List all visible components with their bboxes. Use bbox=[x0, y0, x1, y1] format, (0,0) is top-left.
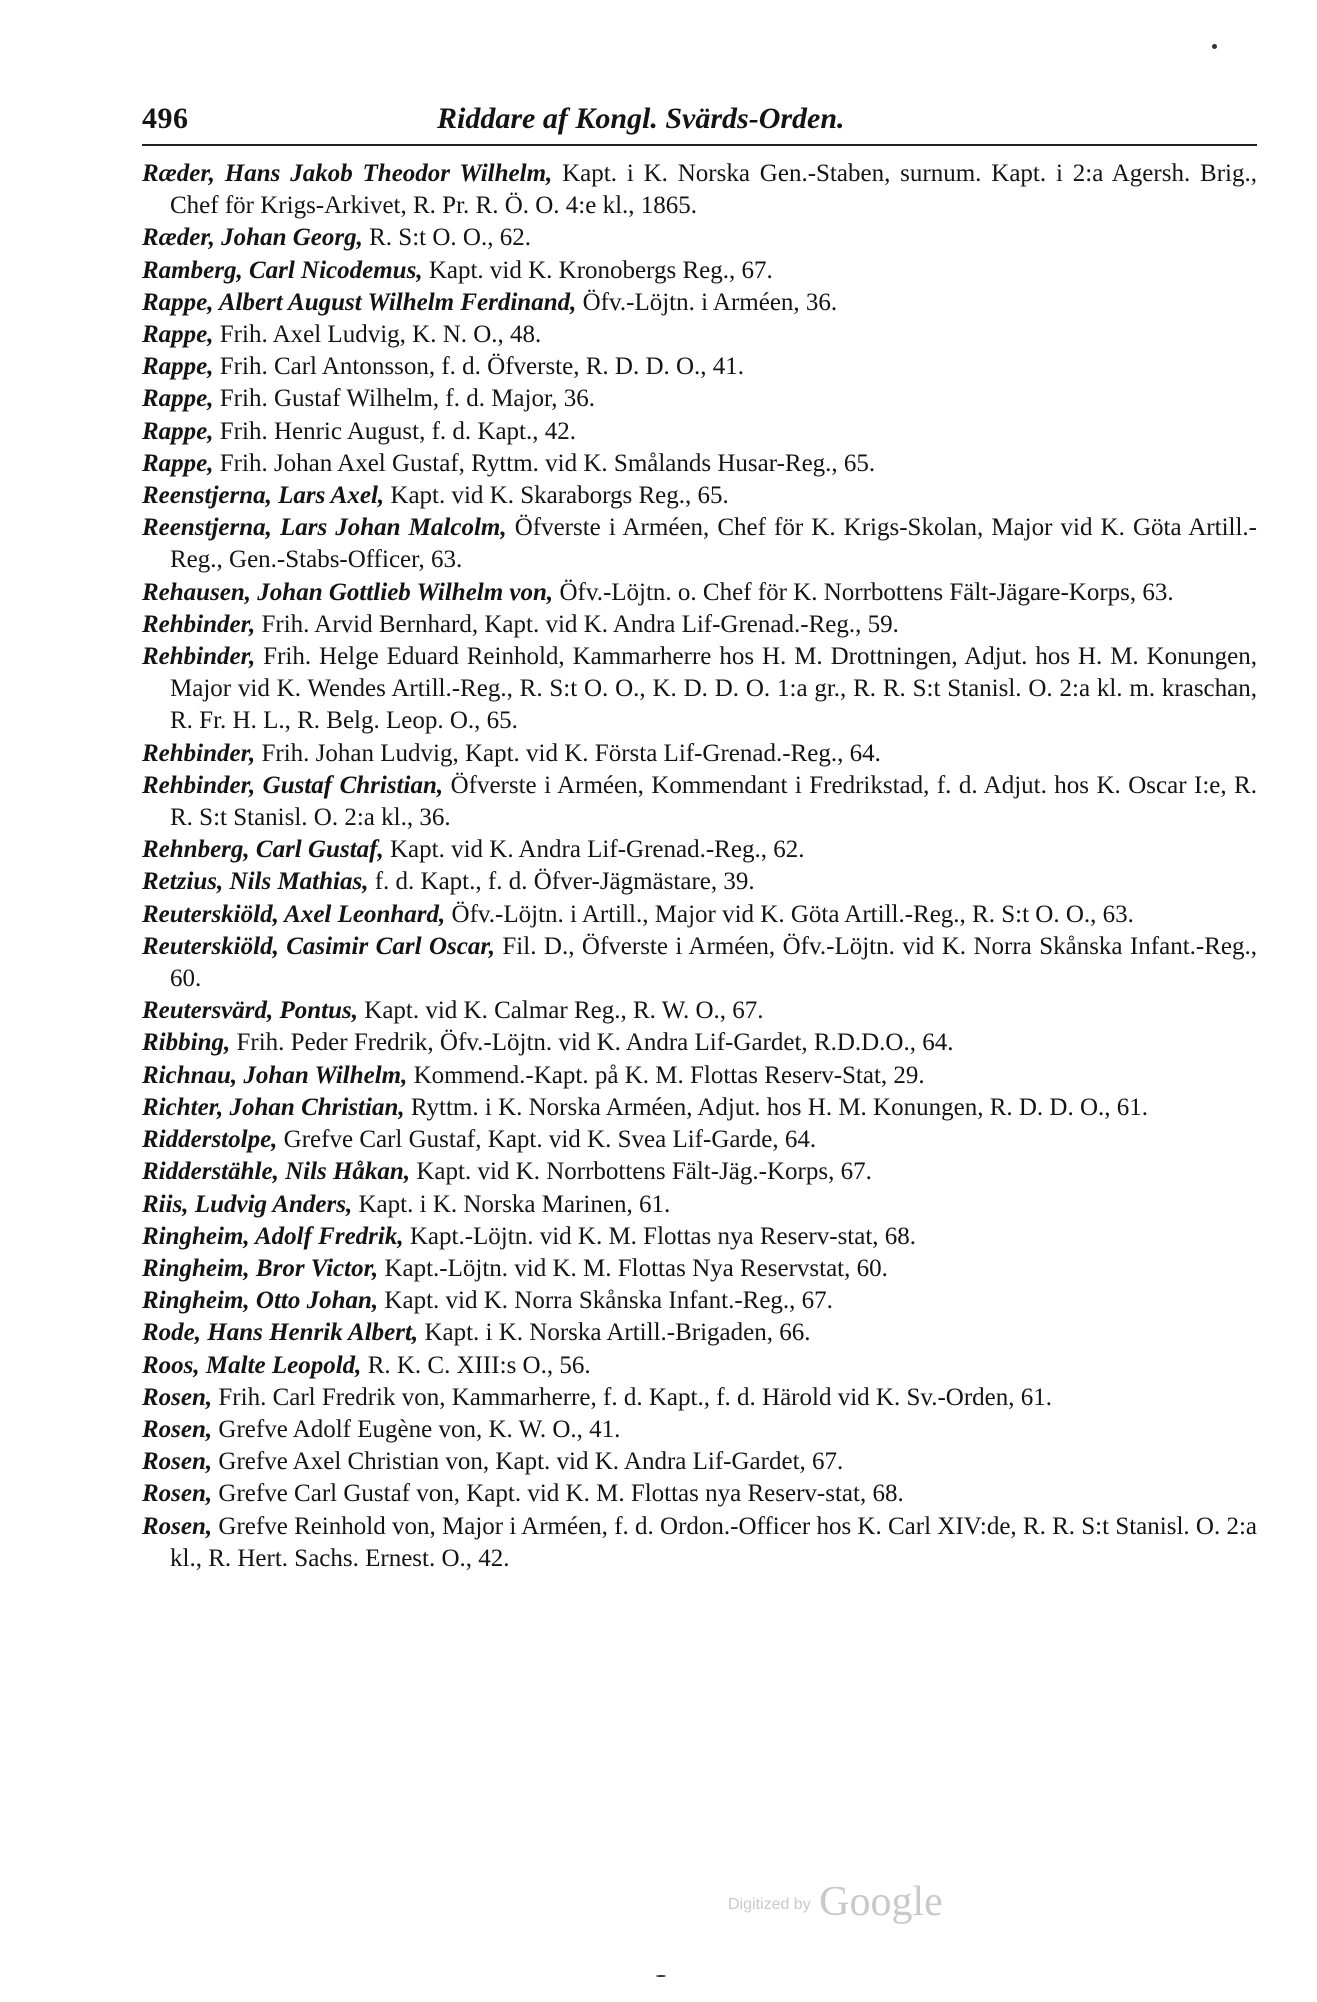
entry bbox=[142, 995, 1257, 1027]
google-logo: Google bbox=[819, 1879, 943, 1925]
entry-list bbox=[142, 158, 1257, 1575]
ink-speck bbox=[656, 1975, 666, 1977]
entry-text: Grefve Reinhold von, Major i Arméen, f. d. Ordon.-Officer hos K. Carl XIV:de, R. R. S:t Stanisl. O. 2:a kl., R. Hert. Sachs. Ernest. O., 42. bbox=[170, 1512, 1257, 1572]
entry bbox=[142, 222, 1257, 254]
entry-name: Rappe, bbox=[142, 321, 214, 349]
entry-text: Frih. Helge Eduard Reinhold, Kammarherre hos H. M. Drottningen, Adjut. hos H. M. Konungen, Major vid K. Wendes Artill.-Reg., R. S:t O. O., K. D. D. O. 1:a gr., R. R. S:t Stanisl. O. 2:a kl. m. kraschan, R. Fr. H. L., R. Belg. Leop. O., 65. bbox=[170, 643, 1258, 735]
entry-text: Frih. Carl Antonsson, f. d. Öfverste, R. D. D. O., 41. bbox=[219, 353, 745, 381]
entry-name: Rehbinder, bbox=[142, 610, 256, 638]
entry-text: Fil. D., Öfverste i Arméen, Öfv.-Löjtn. vid K. Norra Skånska Infant.-Reg., 60. bbox=[170, 932, 1258, 993]
entry bbox=[142, 770, 1257, 834]
entry-name: Rappe, bbox=[142, 385, 214, 413]
entry bbox=[142, 1317, 1257, 1349]
entry-text: Frih. Johan Axel Gustaf, Ryttm. vid K. Smålands Husar-Reg., 65. bbox=[219, 449, 876, 477]
entry-text: Frih. Johan Ludvig, Kapt. vid K. Första Lif-Grenad.-Reg., 64. bbox=[261, 739, 881, 767]
entry-name: Ridderstolpe, bbox=[142, 1126, 278, 1154]
running-title: Riddare af Kongl. Svärds-Orden. bbox=[437, 102, 845, 135]
entry-name: Roos, Malte Leopold, bbox=[142, 1351, 362, 1379]
entry-text: Frih. Carl Fredrik von, Kammarherre, f. d. Kapt., f. d. Härold vid K. Sv.-Orden, 61. bbox=[218, 1383, 1053, 1411]
entry bbox=[142, 480, 1257, 512]
entry-text: Frih. Gustaf Wilhelm, f. d. Major, 36. bbox=[219, 385, 596, 413]
entry bbox=[142, 1511, 1257, 1575]
entry-name: Riis, Ludvig Anders, bbox=[142, 1190, 353, 1218]
entry-text: Kommend.-Kapt. på K. M. Flottas Reserv-Stat, 29. bbox=[413, 1061, 925, 1089]
entry bbox=[142, 899, 1257, 931]
entry-text: Grefve Adolf Eugène von, K. W. O., 41. bbox=[218, 1415, 621, 1443]
entry-name: Richter, Johan Christian, bbox=[142, 1093, 405, 1121]
entry bbox=[142, 1350, 1257, 1382]
entry bbox=[142, 866, 1257, 898]
entry bbox=[142, 512, 1257, 576]
entry-name: Rosen, bbox=[142, 1448, 213, 1476]
entry-name: Reuterskiöld, Axel Leonhard, bbox=[142, 900, 446, 928]
entry-name: Reutersvärd, Pontus, bbox=[142, 997, 359, 1025]
entry-name: Ramberg, Carl Nicodemus, bbox=[142, 256, 423, 284]
entry bbox=[142, 351, 1257, 383]
entry bbox=[142, 158, 1257, 222]
entry-text: R. K. C. XIII:s O., 56. bbox=[367, 1351, 591, 1379]
entry-name: Reuterskiöld, Casimir Carl Oscar, bbox=[142, 932, 495, 960]
entry bbox=[142, 641, 1257, 738]
entry-text: Kapt.-Löjtn. vid K. M. Flottas nya Reserv-stat, 68. bbox=[409, 1222, 917, 1250]
entry-name: Ræder, Hans Jakob Theodor Wilhelm, bbox=[142, 160, 553, 187]
entry-name: Ringheim, Otto Johan, bbox=[142, 1287, 379, 1315]
entry-name: Rappe, Albert August Wilhelm Ferdinand, bbox=[142, 288, 577, 316]
digitized-watermark bbox=[728, 1878, 943, 1926]
entry-text: Frih. Peder Fredrik, Öfv.-Löjtn. vid K. Andra Lif-Gardet, R.D.D.O., 64. bbox=[236, 1029, 954, 1057]
entry-name: Rehnberg, Carl Gustaf, bbox=[142, 836, 384, 864]
entry bbox=[142, 1478, 1257, 1510]
entry-name: Reenstjerna, Lars Johan Malcolm, bbox=[142, 514, 507, 542]
entry bbox=[142, 1189, 1257, 1221]
entry-name: Richnau, Johan Wilhelm, bbox=[142, 1061, 408, 1089]
entry-text: Grefve Axel Christian von, Kapt. vid K. Andra Lif-Gardet, 67. bbox=[218, 1448, 844, 1476]
entry-text: Öfv.-Löjtn. i Artill., Major vid K. Göta Artill.-Reg., R. S:t O. O., 63. bbox=[451, 900, 1134, 928]
entry-text: Öfverste i Arméen, Chef för K. Krigs-Skolan, Major vid K. Göta Artill.-Reg., Gen.-Stabs-Officer, 63. bbox=[170, 514, 1257, 574]
entry-text: Kapt. vid K. Norrbottens Fält-Jäg.-Korps, 67. bbox=[416, 1158, 872, 1186]
entry-text: Frih. Henric August, f. d. Kapt., 42. bbox=[219, 417, 576, 445]
entry bbox=[142, 448, 1257, 480]
ink-speck bbox=[1212, 44, 1217, 49]
entry-text: Kapt. vid K. Skaraborgs Reg., 65. bbox=[390, 482, 729, 510]
entry bbox=[142, 1221, 1257, 1253]
page-number: 496 bbox=[142, 102, 189, 135]
entry-name: Rosen, bbox=[142, 1480, 213, 1508]
entry-text: Kapt.-Löjtn. vid K. M. Flottas Nya Reservstat, 60. bbox=[384, 1254, 888, 1282]
entry bbox=[142, 738, 1257, 770]
entry bbox=[142, 834, 1257, 866]
entry bbox=[142, 1156, 1257, 1188]
entry-text: Öfv.-Löjtn. o. Chef för K. Norrbottens Fält-Jägare-Korps, 63. bbox=[559, 578, 1174, 606]
entry-text: Kapt. vid K. Norra Skånska Infant.-Reg., 67. bbox=[384, 1287, 833, 1315]
entry bbox=[142, 1092, 1257, 1124]
page-header bbox=[142, 102, 1257, 146]
entry-name: Retzius, Nils Mathias, bbox=[142, 868, 369, 896]
entry bbox=[142, 577, 1257, 609]
entry bbox=[142, 416, 1257, 448]
entry bbox=[142, 383, 1257, 415]
entry bbox=[142, 1382, 1257, 1414]
entry-name: Rappe, bbox=[142, 353, 214, 381]
entry-text: Kapt. i K. Norska Gen.-Staben, surnum. Kapt. i 2:a Agersh. Brig., Chef för Krigs-Arkivet, R. Pr. R. Ö. O. 4:e kl., 1865. bbox=[170, 160, 1257, 220]
entry-name: Rappe, bbox=[142, 417, 214, 445]
entry-text: Kapt. i K. Norska Marinen, 61. bbox=[358, 1190, 671, 1218]
entry-name: Reenstjerna, Lars Axel, bbox=[142, 482, 385, 510]
entry bbox=[142, 1285, 1257, 1317]
entry-text: Öfverste i Arméen, Kommendant i Fredrikstad, f. d. Adjut. hos K. Oscar I:e, R. R. S:t Stanisl. O. 2:a kl., 36. bbox=[170, 771, 1257, 832]
entry bbox=[142, 287, 1257, 319]
entry-text: Grefve Carl Gustaf, Kapt. vid K. Svea Lif-Garde, 64. bbox=[283, 1126, 817, 1154]
entry bbox=[142, 1414, 1257, 1446]
entry-text: Kapt. vid K. Andra Lif-Grenad.-Reg., 62. bbox=[389, 836, 805, 864]
entry-text: Grefve Carl Gustaf von, Kapt. vid K. M. Flottas nya Reserv-stat, 68. bbox=[218, 1480, 904, 1508]
entry-name: Rehbinder, bbox=[142, 739, 256, 767]
entry-name: Ringheim, Bror Victor, bbox=[142, 1254, 379, 1282]
entry-name: Rosen, bbox=[142, 1512, 213, 1540]
watermark-prefix: Digitized by bbox=[728, 1896, 811, 1913]
entry-text: Frih. Arvid Bernhard, Kapt. vid K. Andra Lif-Grenad.-Reg., 59. bbox=[261, 610, 899, 638]
entry-text: Ryttm. i K. Norska Arméen, Adjut. hos H. M. Konungen, R. D. D. O., 61. bbox=[410, 1093, 1149, 1121]
entry-name: Ringheim, Adolf Fredrik, bbox=[142, 1222, 404, 1250]
entry-text: Öfv.-Löjtn. i Arméen, 36. bbox=[582, 288, 838, 316]
entry-name: Ribbing, bbox=[142, 1029, 231, 1057]
entry bbox=[142, 255, 1257, 287]
entry-name: Ræder, Johan Georg, bbox=[142, 224, 363, 252]
entry-text: Kapt. i K. Norska Artill.-Brigaden, 66. bbox=[424, 1319, 811, 1347]
header-rule bbox=[142, 144, 1257, 146]
entry-name: Rehbinder, bbox=[142, 643, 256, 671]
entry bbox=[142, 931, 1257, 995]
entry-name: Rappe, bbox=[142, 449, 214, 477]
entry bbox=[142, 1027, 1257, 1059]
entry-name: Rosen, bbox=[142, 1383, 213, 1411]
entry bbox=[142, 1253, 1257, 1285]
entry-name: Rehausen, Johan Gottlieb Wilhelm von, bbox=[142, 578, 554, 606]
entry-name: Rehbinder, Gustaf Christian, bbox=[142, 771, 444, 799]
entry bbox=[142, 1124, 1257, 1156]
entry-text: R. S:t O. O., 62. bbox=[369, 224, 531, 252]
entry-text: f. d. Kapt., f. d. Öfver-Jägmästare, 39. bbox=[374, 868, 755, 896]
entry-name: Rode, Hans Henrik Albert, bbox=[142, 1319, 419, 1347]
entry-text: Frih. Axel Ludvig, K. N. O., 48. bbox=[219, 321, 542, 349]
entry bbox=[142, 319, 1257, 351]
entry bbox=[142, 1446, 1257, 1478]
entry bbox=[142, 609, 1257, 641]
entry-text: Kapt. vid K. Calmar Reg., R. W. O., 67. bbox=[364, 997, 764, 1025]
entry-name: Rosen, bbox=[142, 1415, 213, 1443]
entry bbox=[142, 1060, 1257, 1092]
entry-name: Ridderstähle, Nils Håkan, bbox=[142, 1158, 411, 1186]
entry-text: Kapt. vid K. Kronobergs Reg., 67. bbox=[428, 256, 773, 284]
